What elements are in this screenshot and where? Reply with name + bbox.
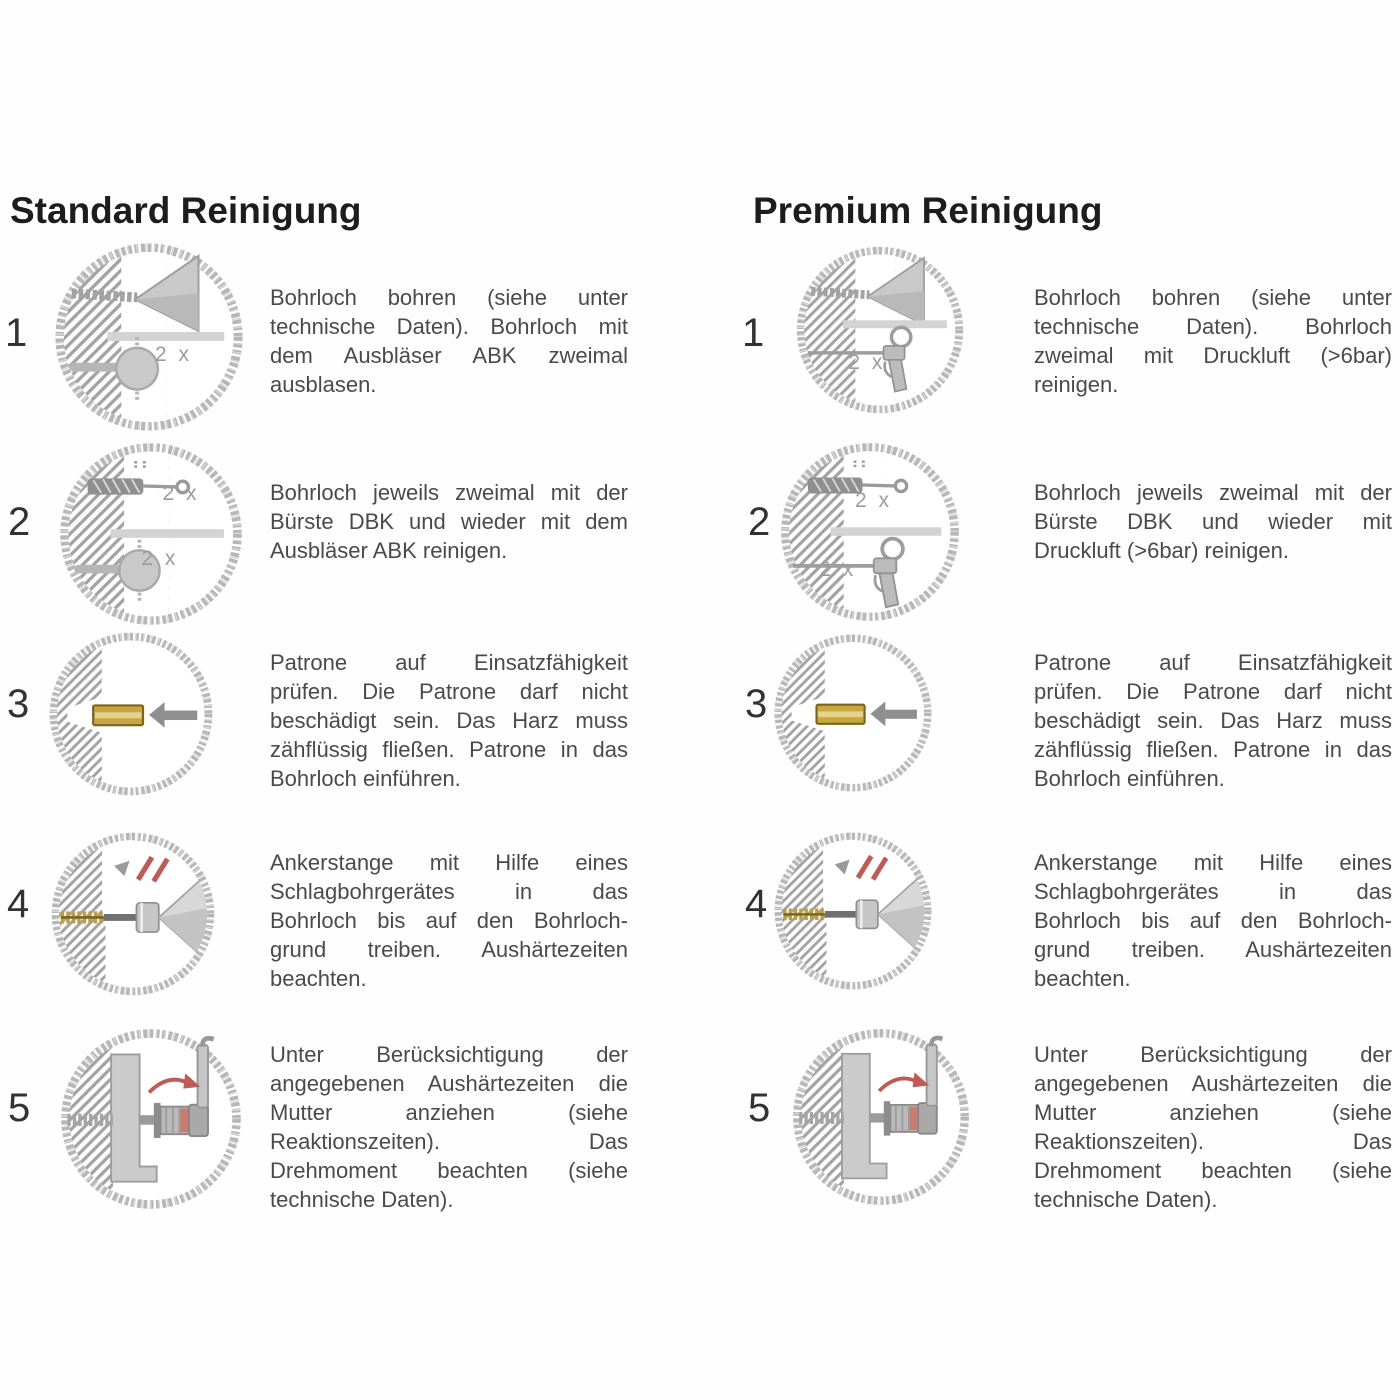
- step-row-standard-3: [0, 628, 700, 803]
- step-text-line: Mutter anziehen (siehe: [270, 1100, 628, 1125]
- step-text-line: grund treiben. Aushärtezeiten: [270, 937, 628, 962]
- step-number: 2: [8, 500, 31, 544]
- drill-and-blower-illustration: [50, 238, 248, 436]
- step-text: [1034, 283, 1392, 399]
- anchor-rod-drive-icon: [47, 828, 219, 1000]
- step-text-line: Schlagbohrgerätes in das: [1034, 879, 1392, 904]
- step-text-line: Drehmoment beachten (siehe: [1034, 1158, 1392, 1183]
- count-label: 2 x: [848, 351, 886, 375]
- step-text-line: reinigen.: [1034, 372, 1119, 397]
- step-text-line: technische Daten).: [270, 1187, 454, 1212]
- step-number: 4: [7, 882, 30, 926]
- step-text-line: beachten.: [270, 966, 367, 991]
- step-number: 3: [7, 682, 30, 726]
- step-text-line: Bohrloch jeweils zweimal mit der: [270, 480, 628, 505]
- step-text-line: prüfen. Die Patrone darf nicht: [1034, 679, 1392, 704]
- step-text-line: Patrone auf Einsatzfähigkeit: [1034, 650, 1392, 675]
- step-row-premium-4: [735, 828, 1400, 998]
- drill-and-blower-icon: [50, 238, 248, 436]
- cartridge-insert-icon: [45, 628, 217, 800]
- anchor-rod-drive-illustration: [770, 828, 936, 994]
- brush-and-airgun-illustration: [776, 438, 964, 626]
- step-text-line: ausblasen.: [270, 372, 377, 397]
- step-text-line: Bohrloch einführen.: [270, 766, 461, 791]
- step-number: 1: [5, 311, 28, 355]
- step-row-premium-5: [735, 1024, 1400, 1214]
- count-label: 2 x: [854, 488, 892, 512]
- step-row-standard-4: [0, 828, 700, 1003]
- count-label: 2 x: [154, 342, 192, 366]
- step-row-premium-3: [735, 630, 1400, 800]
- step-number: 4: [745, 882, 768, 926]
- step-text-line: Patrone auf Einsatzfähigkeit: [270, 650, 628, 675]
- step-text-line: zähflüssig fließen. Patrone in das: [1034, 737, 1392, 762]
- step-text-line: grund treiben. Aushärtezeiten: [1034, 937, 1392, 962]
- step-text-line: Bohrloch bis auf den Bohrloch-: [1034, 908, 1392, 933]
- step-number: 5: [748, 1086, 771, 1130]
- step-text: [1034, 848, 1392, 993]
- cartridge-insert-illustration: [770, 630, 936, 796]
- count-label: 2 x: [819, 558, 857, 582]
- nut-torque-illustration: [788, 1024, 974, 1210]
- brush-and-blower-illustration: [55, 438, 247, 630]
- cartridge-insert-icon: [770, 630, 936, 796]
- step-text-line: Bohrloch bohren (siehe unter: [1034, 285, 1392, 310]
- step-text: [1034, 1040, 1392, 1214]
- step-text: [270, 1040, 628, 1214]
- step-text: [270, 478, 628, 565]
- step-text-line: Bürste DBK und wieder mit dem: [270, 509, 628, 534]
- step-text-line: Bohrloch bis auf den Bohrloch-: [270, 908, 628, 933]
- anchor-rod-drive-icon: [770, 828, 936, 994]
- step-number: 2: [748, 500, 771, 544]
- step-number: 5: [8, 1086, 31, 1130]
- nut-torque-illustration: [56, 1024, 246, 1214]
- step-text-line: Ankerstange mit Hilfe eines: [1034, 850, 1392, 875]
- step-text-line: angegebenen Aushärtezeiten die: [1034, 1071, 1392, 1096]
- step-text-line: beachten.: [1034, 966, 1131, 991]
- step-row-standard-2: [0, 438, 700, 632]
- step-text-line: Mutter anziehen (siehe: [1034, 1100, 1392, 1125]
- step-text: [1034, 648, 1392, 793]
- step-text-line: Unter Berücksichtigung der: [1034, 1042, 1392, 1067]
- step-text-line: Bürste DBK und wieder mit: [1034, 509, 1392, 534]
- drill-and-airgun-illustration: [792, 242, 968, 418]
- step-text-line: Ankerstange mit Hilfe eines: [270, 850, 628, 875]
- step-row-standard-5: [0, 1024, 700, 1216]
- brush-and-blower-icon: [55, 438, 247, 630]
- premium-column-title: Premium Reinigung: [753, 190, 1103, 231]
- step-row-premium-2: [735, 438, 1400, 632]
- step-text-line: Bohrloch bohren (siehe unter: [270, 285, 628, 310]
- cartridge-insert-illustration: [45, 628, 217, 800]
- step-text-line: beschädigt sein. Das Harz muss: [1034, 708, 1392, 733]
- standard-column-title: Standard Reinigung: [10, 190, 362, 231]
- anchor-rod-drive-illustration: [47, 828, 219, 1000]
- step-text-line: beschädigt sein. Das Harz muss: [270, 708, 628, 733]
- step-text-line: Reaktionszeiten). Das: [1034, 1129, 1392, 1154]
- step-text-line: zähflüssig fließen. Patrone in das: [270, 737, 628, 762]
- step-text-line: Ausbläser ABK reinigen.: [270, 538, 508, 563]
- step-text-line: prüfen. Die Patrone darf nicht: [270, 679, 628, 704]
- step-text-line: Bohrloch einführen.: [1034, 766, 1225, 791]
- step-text-line: Druckluft (>6bar) reinigen.: [1034, 538, 1289, 563]
- step-text-line: dem Ausbläser ABK zweimal: [270, 343, 628, 368]
- step-text: [270, 283, 628, 399]
- step-text-line: Reaktionszeiten). Das: [270, 1129, 628, 1154]
- step-text-line: angegebenen Aushärtezeiten die: [270, 1071, 628, 1096]
- step-text-line: technische Daten). Bohrloch: [1034, 314, 1392, 339]
- count-label: 2 x: [162, 482, 200, 506]
- step-number: 1: [742, 311, 765, 355]
- step-row-premium-1: [735, 238, 1400, 438]
- step-text-line: Schlagbohrgerätes in das: [270, 879, 628, 904]
- step-text-line: Bohrloch jeweils zweimal mit der: [1034, 480, 1392, 505]
- step-text: [270, 848, 628, 993]
- step-text: [270, 648, 628, 793]
- step-number: 3: [745, 682, 768, 726]
- step-text-line: zweimal mit Druckluft (>6bar): [1034, 343, 1392, 368]
- nut-torque-icon: [56, 1024, 246, 1214]
- step-text: [1034, 478, 1392, 565]
- step-text-line: Unter Berücksichtigung der: [270, 1042, 628, 1067]
- step-text-line: Drehmoment beachten (siehe: [270, 1158, 628, 1183]
- brush-and-airgun-icon: [776, 438, 964, 626]
- step-row-standard-1: [0, 238, 700, 438]
- step-text-line: technische Daten). Bohrloch mit: [270, 314, 628, 339]
- drill-and-airgun-icon: [792, 242, 968, 418]
- count-label: 2 x: [141, 547, 179, 571]
- step-text-line: technische Daten).: [1034, 1187, 1218, 1212]
- nut-torque-icon: [788, 1024, 974, 1210]
